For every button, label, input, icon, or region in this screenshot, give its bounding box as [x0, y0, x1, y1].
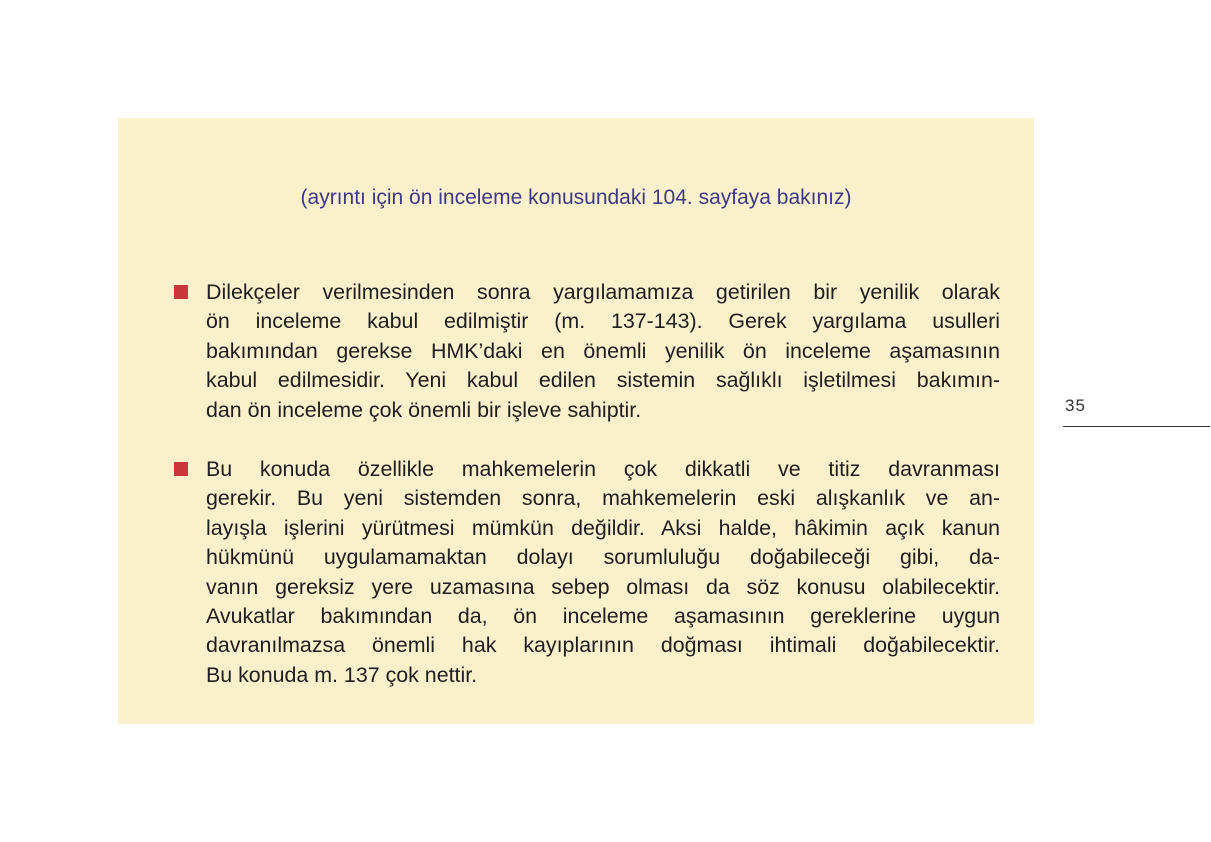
page-number-rule [1063, 426, 1210, 427]
bullet-square-icon [174, 462, 188, 476]
text-line: dan ön inceleme çok önemli bir işleve sahiptir. [206, 397, 642, 422]
bullet-text [206, 278, 1000, 425]
page-subtitle: (ayrıntı için ön inceleme konusundaki 104. sayfaya bakınız) [300, 186, 852, 209]
text-line: kabul edilmesidir. Yeni kabul edilen sistemin sağlıklı işletilmesi bakımın- [206, 368, 1000, 393]
text-line: hükmünü uygulamamaktan dolayı sorumluluğu doğabileceği gibi, da- [206, 545, 1000, 570]
text-line: Bu konuda özellikle mahkemelerin çok dikkatli ve titiz davranması [206, 457, 1000, 481]
text-line: bakımından gerekse HMK’daki en önemli yenilik ön inceleme aşamasının [206, 338, 1000, 363]
text-line: Avukatlar bakımından da, ön inceleme aşamasının gereklerine uygun [206, 604, 1000, 629]
text-line: gerekir. Bu yeni sistemden sonra, mahkemelerin eski alışkanlık ve an- [206, 486, 1000, 511]
text-line: vanın gereksiz yere uzamasına sebep olması da söz konusu olabilecektir. [206, 574, 1000, 599]
text-line: davranılmazsa önemli hak kayıplarının doğması ihtimali doğabilecektir. [206, 633, 1000, 658]
text-line: ön inceleme kabul edilmiştir (m. 137-143). Gerek yargılama usulleri [206, 309, 1000, 334]
text-line: Dilekçeler verilmesinden sonra yargılamamıza getirilen bir yenilik olarak [206, 280, 1000, 304]
page-number: 35 [1065, 396, 1086, 415]
text-line: Bu konuda m. 137 çok nettir. [206, 662, 478, 687]
bullet-text [206, 455, 1000, 690]
text-line: layışla işlerini yürütmesi mümkün değildir. Aksi halde, hâkimin açık kanun [206, 515, 1000, 540]
bullet-square-icon [174, 285, 188, 299]
content-panel [118, 118, 1034, 724]
